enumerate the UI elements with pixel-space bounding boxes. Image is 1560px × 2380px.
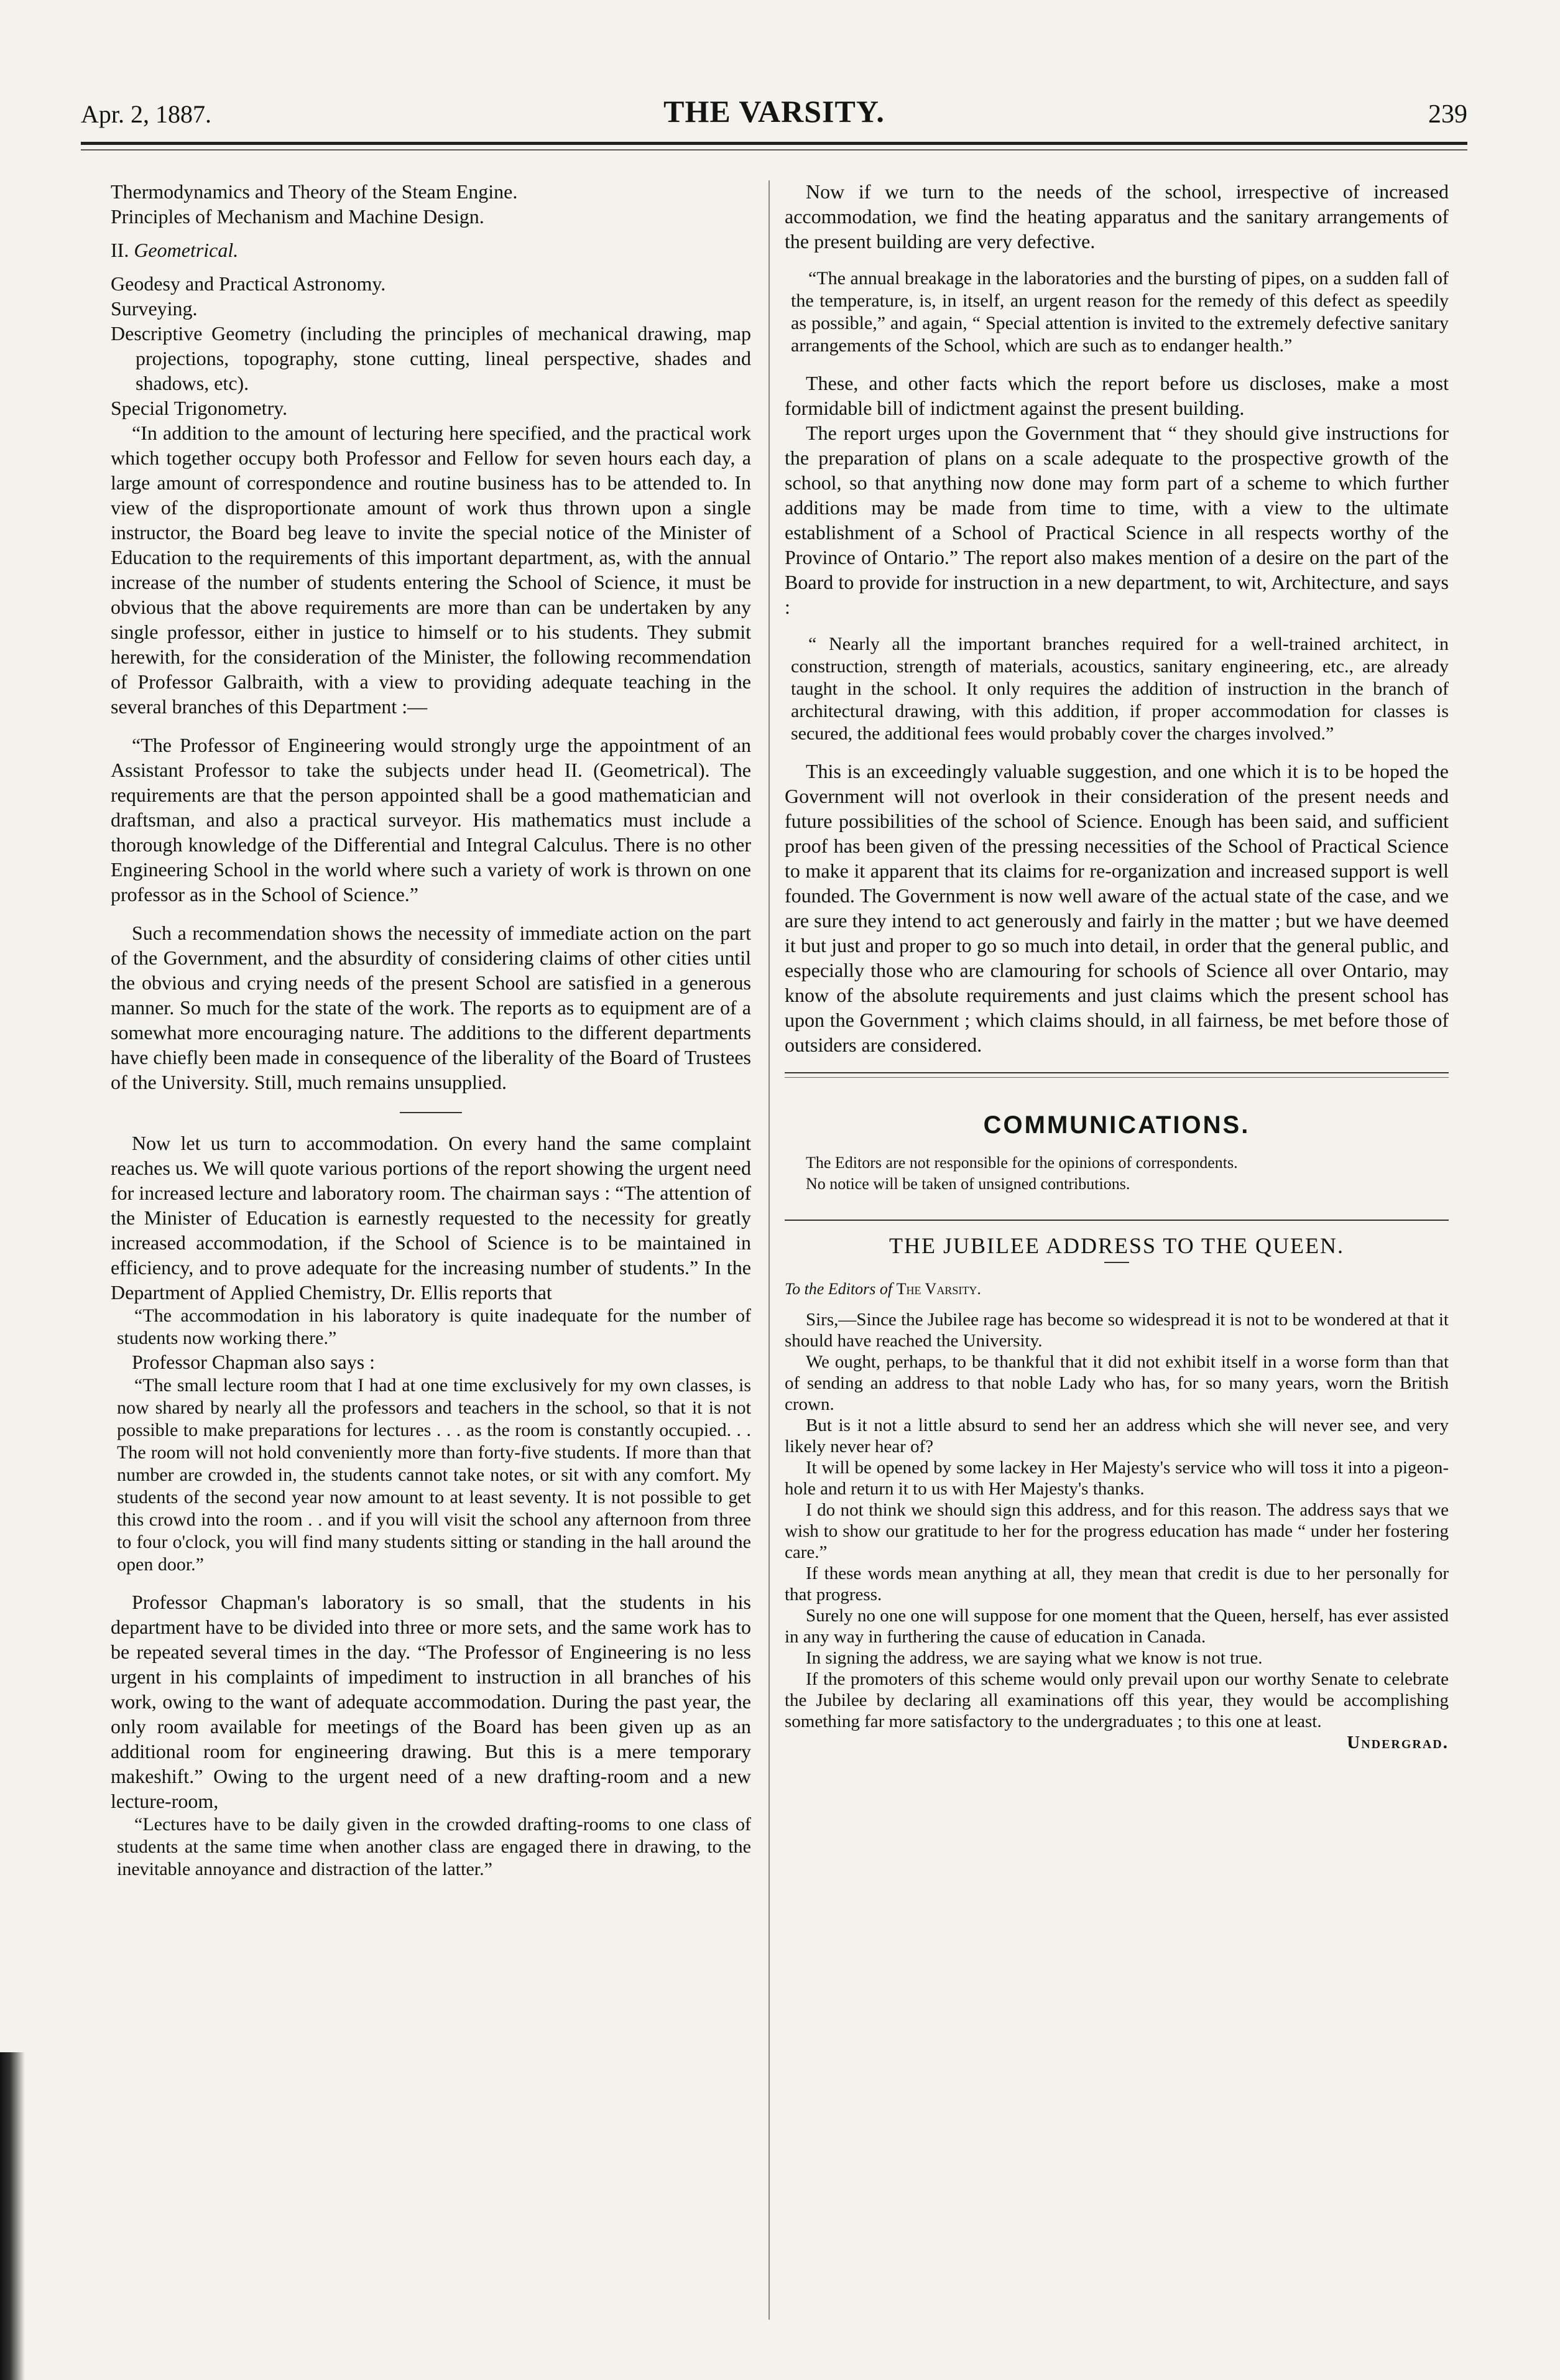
letter-paragraph: It will be opened by some lackey in Her Majesty's service who will toss it into a pigeon-hole and return it to us with Her Majesty's thanks.: [785, 1458, 1449, 1499]
geo-item: Special Trigonometry.: [111, 397, 288, 419]
left-column: [111, 179, 751, 1881]
quotation: “Lectures have to be daily given in the crowded drafting-rooms to one class of students at the same time when another class are engaged there in drawing, to the inevitable annoyance and distraction of the latter.”: [117, 1814, 751, 1879]
letter-body: [785, 1309, 1449, 1753]
salutation-prefix: To the Editors of: [785, 1280, 893, 1298]
letter-title: THE JUBILEE ADDRESS TO THE QUEEN.: [889, 1233, 1344, 1258]
header-rule: [81, 142, 1467, 145]
geo-item: Descriptive Geometry (including the principles of mechanical drawing, map projections, topography, stone cutting, lineal perspective, shades and shadows, etc).: [111, 322, 751, 394]
column-divider: [768, 180, 770, 2320]
right-column: [785, 179, 1449, 1753]
letter-paragraph: Sirs,—Since the Jubilee rage has become so widespread it is not to be wondered at that it should have reached the University.: [785, 1310, 1449, 1351]
quotation: “The annual breakage in the laboratories and the bursting of pipes, on a sudden fall of the temperature, is, in itself, an urgent reason for the remedy of this defect as speedily as possible,” and again, “ Special attention is invited to the extremely defective sanitary arrangements of the School, which are such as to endanger health.”: [791, 268, 1449, 356]
letter-paragraph: In signing the address, we are saying what we know is not true.: [806, 1648, 1263, 1668]
letter-paragraph: I do not think we should sign this address, and for this reason. The address says that we wish to show our gratitude to her for the progress education has made “ under her fostering care.”: [785, 1500, 1449, 1562]
paragraph: These, and other facts which the report before us discloses, make a most formidable bill of indictment against the present building.: [785, 372, 1449, 419]
section-title: Geometrical.: [134, 239, 239, 261]
editors-note: The Editors are not responsible for the opinions of correspondents.: [806, 1154, 1238, 1172]
issue-date: Apr. 2, 1887.: [81, 100, 211, 128]
section-rule-thin: [785, 1077, 1449, 1078]
letter-salutation: [785, 1277, 1449, 1302]
section-rule: [785, 1072, 1449, 1073]
geo-item: Surveying.: [111, 297, 198, 320]
quotation: “The small lecture room that I had at one time exclusively for my own classes, is now shared by nearly all the professors and teachers in the school, so that it is not possible to make preparations for lectures . . . as the room is constantly occupied. . . The room will not hold conveniently more than forty-five students. If more than that number are crowded in, the students cannot take notes, or sit with any comfort. My students of the second year now amount to at least seventy. It is not possible to get this crowd into the room . . and if you will visit the school any afternoon from three to four o'clock, you will find many students sitting or standing in the hall around the open door.”: [117, 1375, 751, 1575]
letter-signature: Undergrad.: [1347, 1733, 1449, 1753]
paragraph: This is an exceedingly valuable suggestion, and one which it is to be hoped the Government will not overlook in their consideration of the present needs and future possibilities of the school of Science. Enough has been said, and sufficient proof has been given of the pressing necessities of the School of Practical Science to make it apparent that its claims for re-organization and increased support is well founded. The Government is now well aware of the actual state of the case, and we are sure they intend to act generously and fairly in the matter ; but we have deemed it but just and proper to go so much into detail, in order that the general public, and especially those who are clamouring for schools of Science all over Ontario, may know of the absolute requirements and just claims which the present school has upon the Government ; which claims should, in all fairness, be met before those of outsiders are considered.: [785, 760, 1449, 1056]
salutation-paper: The Varsity.: [896, 1280, 981, 1298]
paragraph: Now if we turn to the needs of the school, irrespective of increased accommodation, we find the heating apparatus and the sanitary arrangements of the present building are very defective.: [785, 180, 1449, 252]
letter-paragraph: Surely no one one will suppose for one moment that the Queen, herself, has ever assisted in any way in furthering the cause of education in Canada.: [785, 1606, 1449, 1647]
paragraph: The report urges upon the Government that “ they should give instructions for the preparation of plans on a scale adequate to the prospective growth of the school, so that anything now done may form part of a scheme to which further additions may be made from time to time, with a view to the ultimate establishment of a School of Practical Science in all respects worthy of the Province of Ontario.” The report also makes mention of a desire on the part of the Board to provide for instruction in a new department, to wit, Architecture, and says :: [785, 422, 1449, 618]
quotation: “ Nearly all the important branches required for a well-trained architect, in construction, strength of materials, acoustics, sanitary engineering, etc., are already taught in the school. It only requires the addition of instruction in the branch of architectural drawing, with this addition, if proper accommodation for classes is secured, the additional fees would probably cover the charges involved.”: [791, 634, 1449, 744]
editors-note: No notice will be taken of unsigned contributions.: [806, 1175, 1130, 1193]
paragraph: “The Professor of Engineering would strongly urge the appointment of an Assistant Professor to take the subjects under head II. (Geometrical). The requirements are that the person appointed shall be a good mathematician and draftsman, and also a practical surveyor. His mathematics must include a thorough knowledge of the Differential and Integral Calculus. There is no other Engineering School in the world where such a variety of work is thrown on one professor as in the School of Science.”: [111, 734, 751, 905]
section-rule: [785, 1220, 1449, 1221]
communications-heading: COMMUNICATIONS.: [983, 1111, 1250, 1139]
letter-paragraph: If these words mean anything at all, they mean that credit is due to her personally for that progress.: [785, 1563, 1449, 1604]
mech-item: Thermodynamics and Theory of the Steam Engine.: [111, 180, 518, 203]
section-divider: [400, 1112, 462, 1113]
masthead-title: THE VARSITY.: [663, 94, 885, 129]
page-header: [81, 93, 1467, 143]
mech-item: Principles of Mechanism and Machine Design.: [111, 205, 484, 228]
header-rule-thin: [81, 149, 1467, 150]
title-divider: [1104, 1262, 1129, 1263]
binding-shadow: [0, 2052, 25, 2380]
paragraph: Now let us turn to accommodation. On every hand the same complaint reaches us. We will quote various portions of the report showing the urgent need for increased lecture and laboratory room. The chairman says : “The attention of the Minister of Education is earnestly requested to the necessity for greatly increased accommodation, if the School of Science is to be maintained in efficiency, and to prove adequate for the increasing number of students.” In the Department of Applied Chemistry, Dr. Ellis reports that: [111, 1132, 751, 1303]
page-number: 239: [1428, 100, 1467, 129]
letter-paragraph: We ought, perhaps, to be thankful that it did not exhibit itself in a worse form than that of sending an address to that noble Lady who has, for so many years, worn the British crown.: [785, 1352, 1449, 1414]
section-heading: [111, 238, 751, 262]
quotation: “The accommodation in his laboratory is quite inadequate for the number of students now working there.”: [117, 1305, 751, 1348]
paragraph: Professor Chapman's laboratory is so small, that the students in his department have to be divided into three or more sets, and the same work has to be repeated several times in the day. “The Professor of Engineering is no less urgent in his complaints of impediment to instruction in all branches of his work, owing to the want of adequate accommodation. During the past year, the only room available for meetings of the Board has been given up as an additional room for engineering drawing. But this is a mere temporary makeshift.” Owing to the urgent need of a new drafting-room and a new lecture-room,: [111, 1591, 751, 1812]
paragraph: Professor Chapman also says :: [132, 1351, 376, 1373]
letter-paragraph: But is it not a little absurd to send her an address which she will never see, and very likely never hear of?: [785, 1415, 1449, 1456]
letter-paragraph: If the promoters of this scheme would only prevail upon our worthy Senate to celebrate the Jubilee by declaring all examinations off this year, they would be accomplishing something far more satisfactory to the undergraduates ; to this one at least.: [785, 1669, 1449, 1731]
geo-item: Geodesy and Practical Astronomy.: [111, 272, 386, 295]
paragraph: “In addition to the amount of lecturing here specified, and the practical work which together occupy both Professor and Fellow for seven hours each day, a large amount of correspondence and routine business has to be attended to. In view of the disproportionate amount of work thus thrown upon a single instructor, the Board beg leave to invite the special notice of the Minister of Education to the requirements of this important department, as, with the annual increase of the number of students entering the School of Science, it must be obvious that the above requirements are more than can be undertaken by any single professor, either in justice to himself or to his students. They submit herewith, for the consideration of the Minister, the following recommendation of Professor Galbraith, with a view to providing adequate teaching in the several branches of this Department :—: [111, 422, 751, 718]
section-number: II.: [111, 239, 129, 261]
paragraph: Such a recommendation shows the necessity of immediate action on the part of the Government, and the absurdity of considering claims of other cities until the obvious and crying needs of the present School are satisfied in a generous manner. So much for the state of the work. The reports as to equipment are of a somewhat more encouraging nature. The additions to the different departments have chiefly been made in consequence of the liberality of the Board of Trustees of the University. Still, much remains unsupplied.: [111, 922, 751, 1093]
